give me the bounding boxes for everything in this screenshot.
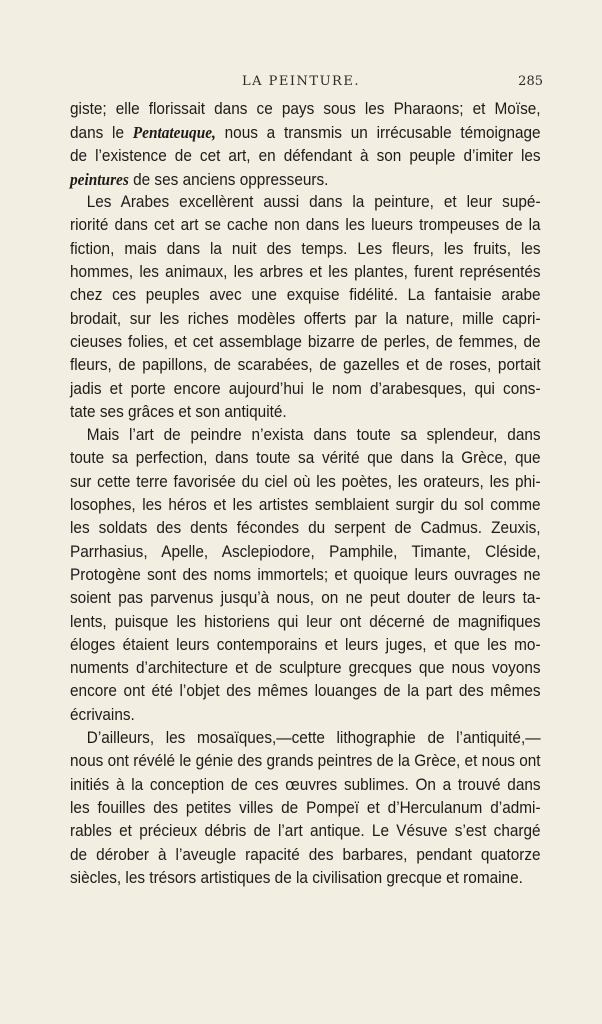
text-line: de dérober à l’aveugle rapacité des barbares, pendant quatorze: [70, 845, 541, 864]
text-line: jadis et porte encore aujourd’hui le nom d’arabesques, qui cons-: [70, 379, 541, 398]
text-line: D’ailleurs, les mosaïques,—cette lithographie de l’antiquité,—: [86, 729, 541, 748]
text-line: hommes, les animaux, les arbres et les plantes, furent représentés: [70, 263, 541, 282]
text-line: les soldats des dents fécondes du serpent de Cadmus. Zeuxis,: [70, 519, 541, 538]
text-line: riorité dans cet art se cache non dans les lueurs trompeuses de la: [70, 216, 541, 235]
text-line: Parrhasius, Apelle, Asclepiodore, Pamphile, Timante, Cléside,: [70, 542, 541, 561]
text-line: nous ont révélé le génie des grands peintres de la Grèce, et nous ont: [70, 752, 541, 771]
text-line: giste; elle florissait dans ce pays sous les Pharaons; et Moïse,: [70, 100, 541, 118]
body-text: [70, 98, 541, 890]
text-line: losophes, les héros et les artistes semblaient surgir du sol comme: [70, 496, 541, 515]
text-line: encore ont été l’objet des mêmes louanges de la part des mêmes: [70, 682, 541, 701]
italic-title: Pentateuque,: [132, 123, 216, 143]
text-line: éloges étaient leurs contemporains et leurs juges, et que les mo-: [70, 635, 541, 654]
text-line: chez ces peuples avec une exquise fidélité. La fantaisie arabe: [70, 286, 541, 305]
text-line: siècles, les trésors artistiques de la civilisation grecque et romaine.: [70, 868, 523, 887]
page-number: 285: [518, 74, 543, 89]
running-title: LA PEINTURE.: [242, 74, 360, 89]
text-segment: dans le: [70, 124, 133, 143]
italic-word: peintures: [70, 169, 129, 189]
text-line: sur cette terre favorisée du ciel où les poètes, les orateurs, les phi-: [70, 472, 541, 491]
running-header: [0, 74, 602, 96]
text-line: numents d’architecture et de sculpture grecques que nous voyons: [70, 659, 541, 678]
text-segment: de ses anciens oppresseurs.: [128, 170, 329, 189]
text-line: tate ses grâces et son antiquité.: [70, 402, 287, 421]
text-line: toute sa perfection, dans toute sa vérité que dans la Grèce, que: [70, 449, 541, 468]
text-line: fiction, mais dans la nuit des temps. Les fleurs, les fruits, les: [70, 239, 541, 258]
text-line: Les Arabes excellèrent aussi dans la peinture, et leur supé-: [86, 193, 541, 212]
text-line: soient pas parvenus jusqu’à nous, on ne peut douter de leurs ta-: [70, 589, 541, 608]
text-line: rables et précieux débris de l’art antique. Le Vésuve s’est chargé: [70, 822, 541, 841]
text-line: brodait, sur les riches modèles offerts par la nature, mille capri-: [70, 309, 541, 328]
text-line: écrivains.: [70, 705, 135, 724]
text-line: Mais l’art de peindre n’exista dans toute sa splendeur, dans: [86, 426, 541, 445]
text-line: initiés à la conception de ces œuvres sublimes. On a trouvé dans: [70, 775, 541, 794]
text-line: [70, 168, 541, 191]
text-line: fleurs, de papillons, de scarabées, de gazelles et de roses, portait: [70, 356, 541, 375]
text-line: cieuses folies, et cet assemblage bizarre de perles, de femmes, de: [70, 332, 541, 351]
text-line: [70, 121, 541, 144]
text-segment: nous a transmis un irrécusable témoignage: [215, 124, 541, 143]
text-line: de l’existence de cet art, en défendant à son peuple d’imiter les: [70, 146, 541, 165]
text-line: Protogène sont des noms immortels; et quoique leurs ouvrages ne: [70, 565, 541, 584]
text-line: lents, puisque les historiens qui leur ont décerné de magnifiques: [70, 612, 541, 631]
text-line: les fouilles des petites villes de Pompeï et d’Herculanum d’admi-: [70, 798, 541, 817]
